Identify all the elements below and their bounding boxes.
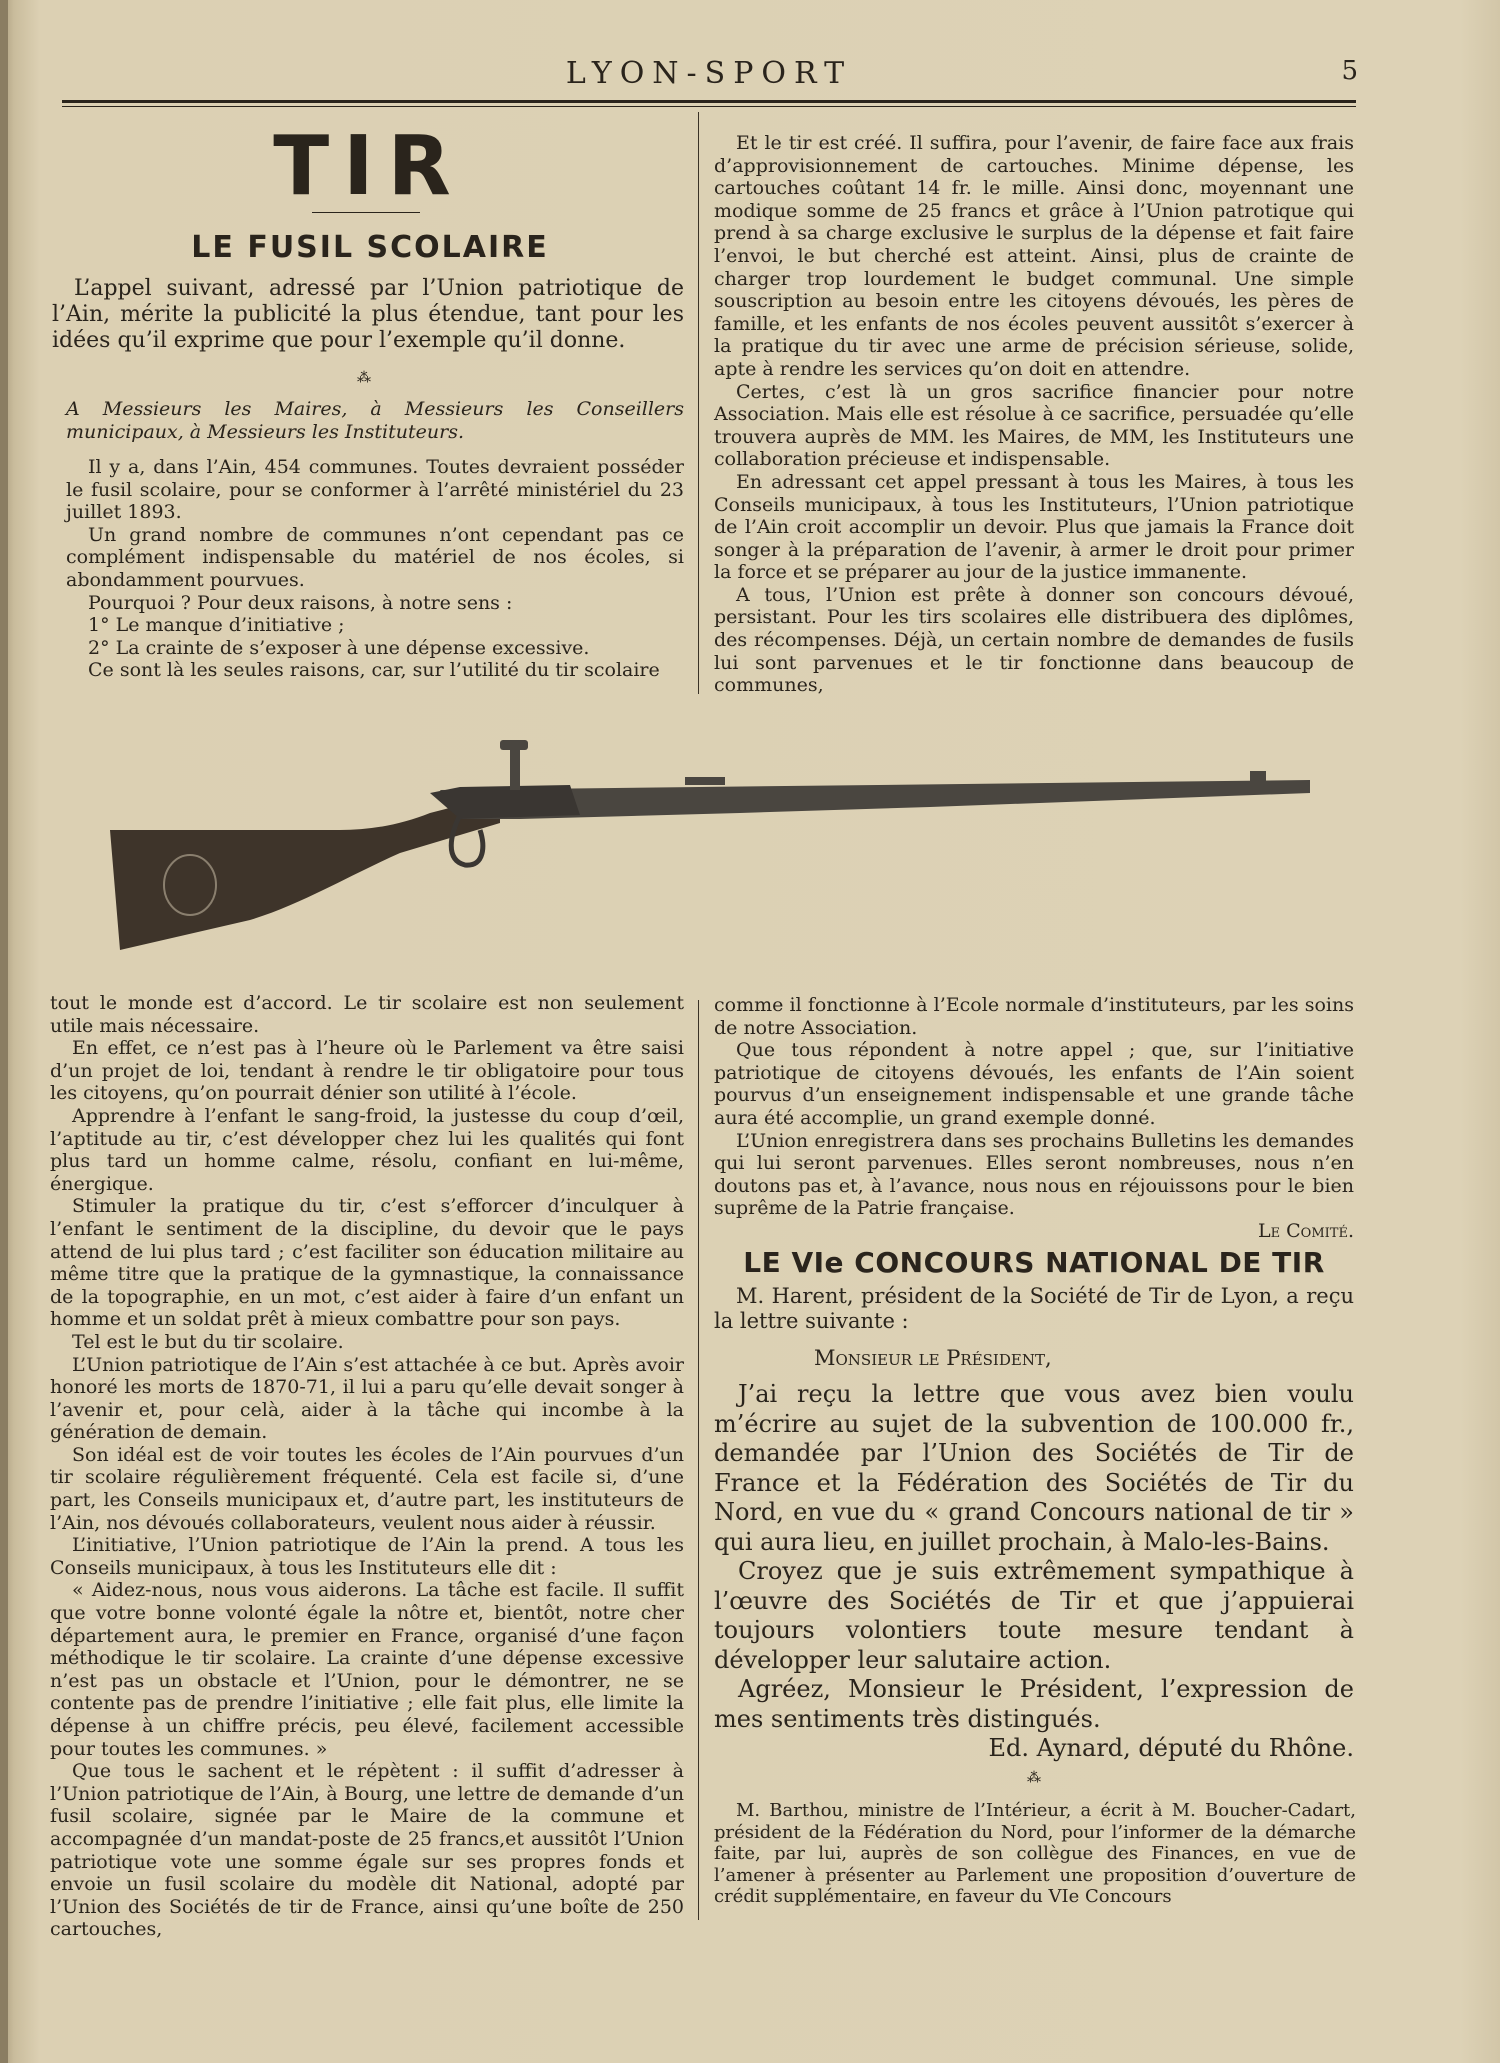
paragraph: 1° Le manque d’initiative ; — [88, 614, 345, 637]
note-text: M. Barthou, ministre de l’Intérieur, a écrit à M. Boucher-Cadart, président de la Fédération du Nord, pour l’informer de la démarche faite, par lui, auprès de son collègue des Finances, en vue de l’amener à présenter au Parlement une proposition d’ouverture de crédit supplémentaire, en faveur du VIe Concours — [714, 1800, 1356, 1907]
signature-comite: Le Comité. — [1258, 1219, 1354, 1242]
paragraph: En effet, ce n’est pas à l’heure où le Parlement va être saisi d’un projet de loi, tendant à rendre le tir obligatoire pour tous les citoyens, qu’on pourrait dénier son utilité à l’école. — [50, 1037, 684, 1105]
paragraph: Stimuler la pratique du tir, c’est s’efforcer d’inculquer à l’enfant le sentiment de la discipline, du devoir que le pays attend de lui plus tard ; c’est faciliter son éducation militaire au même titre que la pratique de la gymnastique, la connaissance de la topographie, en un mot, c’est aider à faire d’un enfant un homme et un soldat prêt à mieux combattre pour son pays. — [50, 1195, 684, 1331]
section-title: LE VIe CONCOURS NATIONAL DE TIR — [743, 1246, 1325, 1279]
paragraph: tout le monde est d’accord. Le tir scolaire est non seulement utile mais nécessaire. — [50, 992, 684, 1037]
binding-edge — [0, 0, 8, 2063]
column-divider-bottom — [698, 1000, 699, 1920]
intro-text: M. Harent, président de la Société de Tir de Lyon, a reçu la lettre suivante : — [714, 1284, 1354, 1333]
rifle-image — [110, 740, 1310, 950]
running-head: LYON-SPORT — [565, 56, 853, 91]
note-paragraph — [714, 1800, 1356, 1908]
paragraph: « Aidez-nous, nous vous aiderons. La tâche est facile. Il suffit que votre bonne volonté égale la nôtre et, bientôt, notre cher département aura, le premier en France, organisé d’une façon méthodique le tir scolaire. La crainte d’une dépense excessive n’est pas un obstacle et l’Union, pour le démontrer, ne se contente pas de prendre l’initiative ; elle fait plus, elle limite la dépense à un chiffre précis, peu élevé, facilement accessible pour toutes les communes. » — [50, 1579, 684, 1760]
signature-aynard: Ed. Aynard, député du Rhône. — [988, 1734, 1354, 1762]
paragraph: Certes, c’est là un gros sacrifice financier pour notre Association. Mais elle est résolue à ce sacrifice, persuadée qu’elle trouvera auprès de MM. les Maires, de MM, les Instituteurs une collaboration précieuse et indispensable. — [714, 380, 1354, 471]
paragraph: Il y a, dans l’Ain, 454 communes. Toutes devraient posséder le fusil scolaire, pour se conformer à l’arrêté ministériel du 23 juillet 1893. — [66, 456, 684, 524]
separator-stars: ⁂ — [357, 370, 371, 386]
paragraph: Ce sont là les seules raisons, car, sur l’utilité du tir scolaire — [88, 659, 660, 682]
paragraph: Que tous le sachent et le répètent : il suffit d’adresser à l’Union patriotique de l’Ain, à Bourg, une lettre de demande d’un fusil scolaire, signée par le Maire de la commune et accompagnée d’un mandat-poste de 25 francs,et aussitôt l’Union patriotique vote une somme égale sur ses propres fonds et envoie un fusil scolaire du modèle dit National, adopté par l’Union des Sociétés de tir de France, ainsi qu’une boîte de 250 cartouches, — [50, 1760, 684, 1941]
paragraph: Que tous répondent à notre appel ; que, sur l’initiative patriotique de citoyens dévoués, les enfants de l’Ain soient pourvus d’un enseignement indispensable et une grande tâche aura été accomplie, un grand exemple donné. — [714, 1039, 1354, 1129]
paragraph: Et le tir est créé. Il suffira, pour l’avenir, de faire face aux frais d’approvisionnement de cartouches. Minime dépense, les cartouches coûtant 14 fr. le mille. Ainsi donc, moyennant une modique somme de 25 francs et grâce à l’Union patrotique qui prend à sa charge exclusive le surplus de la dépense et fait faire l’envoi, le but cherché est atteint. Ainsi, plus de crainte de charger trop lourdement le budget communal. Une simple souscription au besoin entre les citoyens dévoués, les pères de famille, et les enfants de nos écoles peuvent aussitôt s’exercer à la pratique du tir avec une arme de précision sérieuse, solide, apte à rendre les services qu’on doit en attendre. — [714, 132, 1354, 380]
rifle-illustration — [100, 735, 1320, 965]
column-left-bottom — [50, 992, 684, 1941]
column-right-top — [714, 132, 1354, 697]
header-rule — [62, 100, 1356, 103]
header-rule-thin — [62, 106, 1356, 107]
section-intro — [714, 1284, 1354, 1371]
paragraph: Un grand nombre de communes n’ont cependant pas ce complément indispensable du matériel de nos écoles, si abondamment pourvues. — [66, 523, 684, 591]
column-right-bottom — [714, 994, 1354, 1243]
separator-stars-2: ⁂ — [1027, 1770, 1041, 1786]
article-title: LE FUSIL SCOLAIRE — [191, 230, 549, 265]
paragraph: J’ai reçu la lettre que vous avez bien voulu m’écrire au sujet de la subvention de 100.000 fr., demandée par l’Union des Sociétés de Tir de France et la Fédération des Sociétés de Tir du Nord, en vue du « grand Concours national de tir » qui aura lieu, en juillet prochain, à Malo-les-Bains. — [714, 1380, 1354, 1556]
kicker-title: TIR — [273, 119, 465, 214]
paragraph: A tous, l’Union est prête à donner son concours dévoué, persistant. Pour les tirs scolaires elle distribuera des diplômes, des récompenses. Déjà, un certain nombre de demandes de fusils lui sont parvenues et le tir fonctionne dans beaucoup de communes, — [714, 583, 1354, 697]
column-left-top — [66, 456, 684, 682]
paragraph: Agréez, Monsieur le Président, l’expression de mes sentiments très distingués. — [714, 1675, 1354, 1733]
paragraph: En adressant cet appel pressant à tous les Maires, à tous les Conseils municipaux, à tous les Instituteurs, l’Union patriotique de l’Ain croit accomplir un devoir. Plus que jamais la France doit songer à la préparation de l’avenir, à armer le droit pour primer la force et se préparer au jour de la justice immanente. — [714, 470, 1354, 584]
paragraph: 2° La crainte de s’exposer à une dépense excessive. — [88, 636, 590, 659]
paragraph: comme il fonctionne à l’Ecole normale d’instituteurs, par les soins de notre Association. — [714, 994, 1354, 1039]
paragraph: L’initiative, l’Union patriotique de l’Ain la prend. A tous les Conseils municipaux, à tous les Instituteurs elle dit : — [50, 1534, 684, 1579]
paragraph: Tel est le but du tir scolaire. — [72, 1330, 344, 1353]
lead-text: L’appel suivant, adressé par l’Union patriotique de l’Ain, mérite la publicité la plus étendue, tant pour les idées qu’il exprime que pour l’exemple qu’il donne. — [52, 276, 684, 353]
paragraph: Croyez que je suis extrêmement sympathique à l’œuvre des Sociétés de Tir et que j’appuierai toujours volontiers toute mesure tendant à développer leur salutaire action. — [714, 1557, 1354, 1674]
column-divider-top — [698, 112, 699, 694]
address-line: A Messieurs les Maires, à Messieurs les Conseillers municipaux, à Messieurs les Instituteurs. — [66, 398, 684, 443]
paragraph: Apprendre à l’enfant le sang-froid, la justesse du coup d’œil, l’aptitude au tir, c’est développer chez lui les qualités qui font plus tard un homme calme, résolu, confiant en lui-même, énergique. — [50, 1104, 684, 1195]
paragraph: Son idéal est de voir toutes les écoles de l’Ain pourvues d’un tir scolaire régulièrement fréquenté. Cela est facile si, d’une part, les Conseils municipaux et, d’autre part, les instituteurs de l’Ain, nos dévoués collaborateurs, veulent nous aider à réussir. — [50, 1443, 684, 1534]
title-rule — [312, 212, 420, 213]
paragraph: Pourquoi ? Pour deux raisons, à notre sens : — [88, 591, 513, 614]
salutation: Monsieur le Président, — [814, 1346, 1052, 1370]
paragraph: L’Union enregistrera dans ses prochains Bulletins les demandes qui lui seront parvenues. Elles seront nombreuses, nous n’en doutons pas et, à l’avance, nous nous en réjouissons pour le bien suprême de la Patrie française. — [714, 1129, 1354, 1220]
lead-paragraph — [52, 276, 684, 354]
paragraph: L’Union patriotique de l’Ain s’est attachée à ce but. Après avoir honoré les morts de 1870-71, il lui a paru qu’elle devait songer à l’avenir et, pour celà, aider à la tâche qui incombe à la génération de demain. — [50, 1353, 684, 1444]
letter-body — [714, 1380, 1354, 1764]
page-number: 5 — [1341, 56, 1358, 86]
